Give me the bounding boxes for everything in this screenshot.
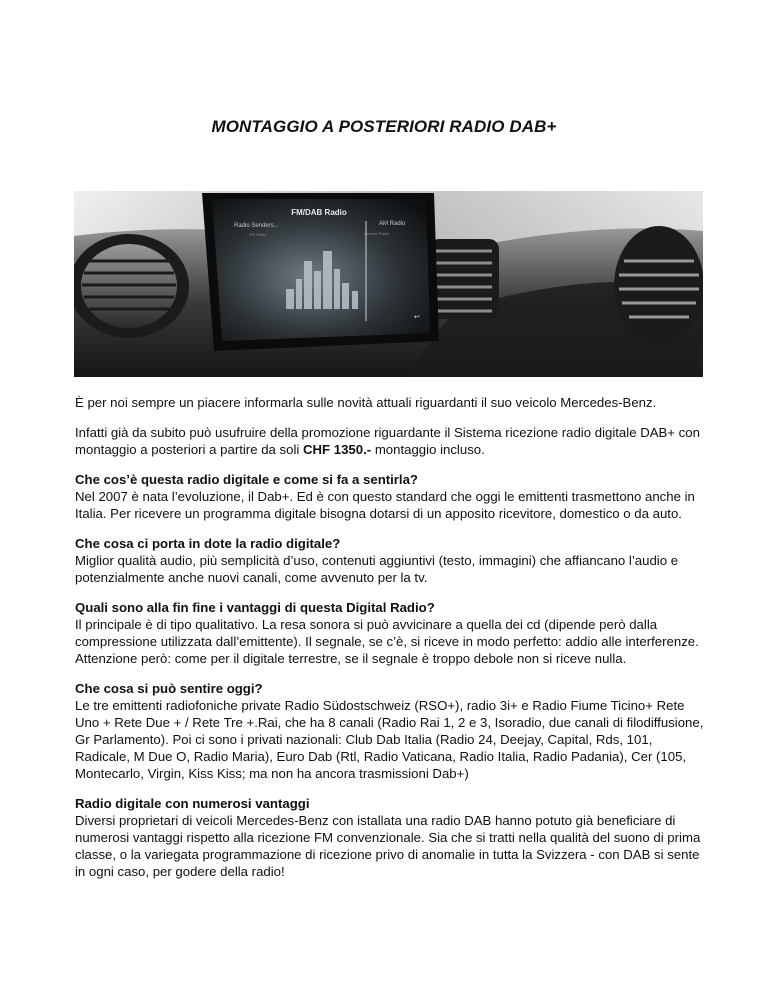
document-body: [75, 394, 705, 893]
page-title: MONTAGGIO A POSTERIORI RADIO DAB+: [211, 117, 557, 136]
radio-display: [202, 193, 439, 351]
section-text: Miglior qualità audio, più semplicità d’uso, contenuti aggiuntivi (testo, immagini) che affiancano l’audio e potenzialmente anche nuovi canali, come avvenuto per la tv.: [75, 553, 679, 585]
section-advantages: [75, 599, 705, 667]
screen-menu-left: Radio Senders...: [234, 223, 279, 229]
section-text: Il principale è di tipo qualitativo. La resa sonora si può avvicinare a quella dei cd (dipende però dalla compressione utilizzata dall’emittente). Il segnale, se c’è, si riceve in modo perfetto: addio alle interferenze. Attenzione però: come per il digitale terrestre, se il segnale è troppo debole non si riceve nulla.: [75, 617, 699, 666]
promo-price: CHF 1350.-: [302, 442, 372, 457]
section-benefits: [75, 535, 705, 586]
screen-menu-right: AM Radio: [379, 221, 406, 227]
promo-text: Infatti già da subito può usufruire della promozione riguardante il Sistema ricezione radio digitale DAB+ con montaggio a posteriori a partire da soli: [75, 425, 700, 457]
section-text: Nel 2007 è nata l’evoluzione, il Dab+. Ed è con questo standard che oggi le emittenti trasmettono anche in Italia. Per ricevere un programma digitale bisogna dotarsi di un apposito ricevitore, domestico o da auto.: [75, 489, 695, 521]
promo-paragraph: [75, 424, 705, 458]
section-heading: Quali sono alla fin fine i vantaggi di questa Digital Radio?: [75, 600, 435, 615]
section-heading: Che cosa ci porta in dote la radio digitale?: [75, 536, 341, 551]
left-air-vent: [74, 234, 189, 338]
intro-paragraph: È per noi sempre un piacere informarla sulle novità attuali riguardanti il suo veicolo Mercedes-Benz.: [75, 395, 657, 410]
screen-menu-right-sub: Internet Radio: [364, 231, 390, 236]
section-heading: Che cos’è questa radio digitale e come si fa a sentirla?: [75, 472, 418, 487]
section-text: Diversi proprietari di veicoli Mercedes-Benz con istallata una radio DAB hanno potuto già beneficiare di numerosi vantaggi rispetto alla ricezione FM convenzionale. Sia che si tratti nella qualità del suono di prima classe, o la variegata programmazione di ricezione privo di anomalie in tutta la Svizzera - con DAB si sente in ogni caso, per godere della radio!: [75, 813, 701, 879]
car-dashboard-photo: [74, 191, 703, 377]
svg-text:↩: ↩: [414, 313, 420, 321]
section-text: Le tre emittenti radiofoniche private Radio Südostschweiz (RSO+), radio 3i+ e Radio Fiume Ticino+ Rete Uno + Rete Due + / Rete Tre +.Rai, che ha 8 canali (Radio Rai 1, 2 e 3, Isoradio, due canali di filodiffusione, Gr Parlamento). Poi ci sono i privati nazionali: Club Dab Italia (Radio 24, Deejay, Capital, Rds, 101, Radicale, M Due O, Radio Maria), Euro Dab (Rtl, Radio Vaticana, Radio Italia, Radio Padania), Cer (105, Montecarlo, Virgin, Kiss Kiss; ma non ha ancora trasmissioni Dab+): [75, 698, 704, 781]
section-digital-radio: [75, 795, 705, 880]
section-heading: Che cosa si può sentire oggi?: [75, 681, 263, 696]
screen-title: FM/DAB Radio: [291, 208, 347, 217]
screen-menu-left-sub: FM Radio: [249, 232, 267, 237]
section-heading: Radio digitale con numerosi vantaggi: [75, 796, 310, 811]
promo-suffix: montaggio incluso.: [371, 442, 485, 457]
section-what-is: [75, 471, 705, 522]
section-stations: [75, 680, 705, 782]
